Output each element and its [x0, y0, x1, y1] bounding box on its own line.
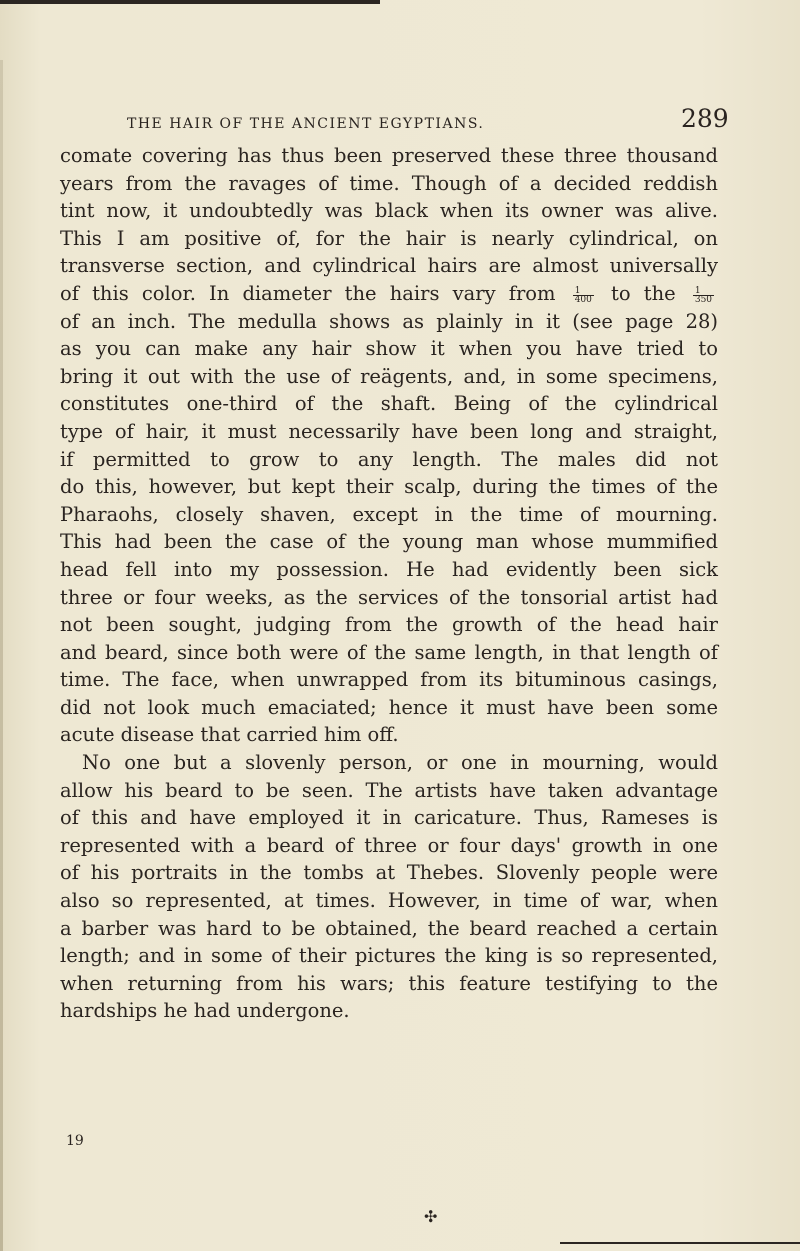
text-line: transverse section, and cylindrical hairs are almost universally — [60, 254, 718, 278]
text-line: This had been the case of the young man whose mummified — [60, 530, 718, 554]
fraction-denominator: 350 — [694, 294, 713, 305]
text-line: years from the ravages of time. Though of a decided reddish — [60, 171, 718, 195]
fraction-first — [573, 287, 594, 304]
body-text — [60, 142, 718, 1025]
text-line: of this and have employed it in caricature. Thus, Rameses is — [60, 806, 718, 830]
text-line: when returning from his wars; this feature testifying to the — [60, 971, 718, 995]
text-line-with-fractions — [60, 280, 718, 308]
text-line: also so represented, at times. However, in time of war, when — [60, 889, 718, 913]
text-line: type of hair, it must necessarily have been long and straight, — [60, 419, 718, 443]
text-line: of his portraits in the tombs at Thebes. Slovenly people were — [60, 861, 718, 885]
fraction-second — [693, 287, 714, 304]
ornament-icon: ✣ — [424, 1207, 438, 1226]
text-line: not been sought, judging from the growth of the head hair — [60, 613, 718, 637]
text-line: three or four weeks, as the services of the tonsorial artist had — [60, 585, 718, 609]
text-line: if permitted to grow to any length. The males did not — [60, 447, 718, 471]
text-line: of an inch. The medulla shows as plainly in it (see page 28) — [60, 309, 718, 333]
text-line: bring it out with the use of reägents, and, in some specimens, — [60, 364, 718, 388]
text-line: Pharaohs, closely shaven, except in the time of mourning. — [60, 502, 718, 526]
text-line: a barber was hard to be obtained, the beard reached a certain — [60, 916, 718, 940]
text-line: allow his beard to be seen. The artists have taken advantage — [60, 778, 718, 802]
text-line: represented with a beard of three or four days' growth in one — [60, 833, 718, 857]
text-line: acute disease that carried him off. — [60, 723, 399, 747]
paragraph-first-line: No one but a slovenly person, or one in mourning, would — [82, 751, 718, 775]
text-line: This I am positive of, for the hair is nearly cylindrical, on — [60, 226, 718, 250]
text-fragment: to the — [611, 281, 676, 305]
bottom-edge-rule — [560, 1242, 800, 1244]
text-line: hardships he had undergone. — [60, 999, 350, 1023]
page-edge-shadow — [0, 60, 3, 1251]
text-line: tint now, it undoubtedly was black when its owner was alive. — [60, 199, 718, 223]
text-line: time. The face, when unwrapped from its bituminous casings, — [60, 668, 718, 692]
running-head: THE HAIR OF THE ANCIENT EGYPTIANS. — [127, 116, 485, 132]
text-fragment: of this color. In diameter the hairs vary from — [60, 281, 556, 305]
fraction-numerator: 1 — [573, 287, 594, 296]
fraction-denominator: 400 — [574, 294, 592, 305]
text-line: comate covering has thus been preserved these three thousand — [60, 144, 718, 167]
text-line: do this, however, but kept their scalp, during the times of the — [60, 475, 718, 499]
text-line: did not look much emaciated; hence it must have been some — [60, 695, 718, 719]
text-line: and beard, since both were of the same length, in that length of — [60, 640, 718, 664]
text-line: length; and in some of their pictures the king is so represented, — [60, 944, 718, 968]
top-edge-rule — [0, 0, 380, 4]
text-line: head fell into my possession. He had evidently been sick — [60, 557, 718, 581]
page-number: 289 — [681, 104, 729, 133]
text-line: constitutes one-third of the shaft. Being of the cylindrical — [60, 392, 718, 416]
text-line: as you can make any hair show it when you have tried to — [60, 337, 718, 361]
fraction-numerator: 1 — [693, 287, 714, 296]
signature-mark: 19 — [66, 1133, 84, 1149]
